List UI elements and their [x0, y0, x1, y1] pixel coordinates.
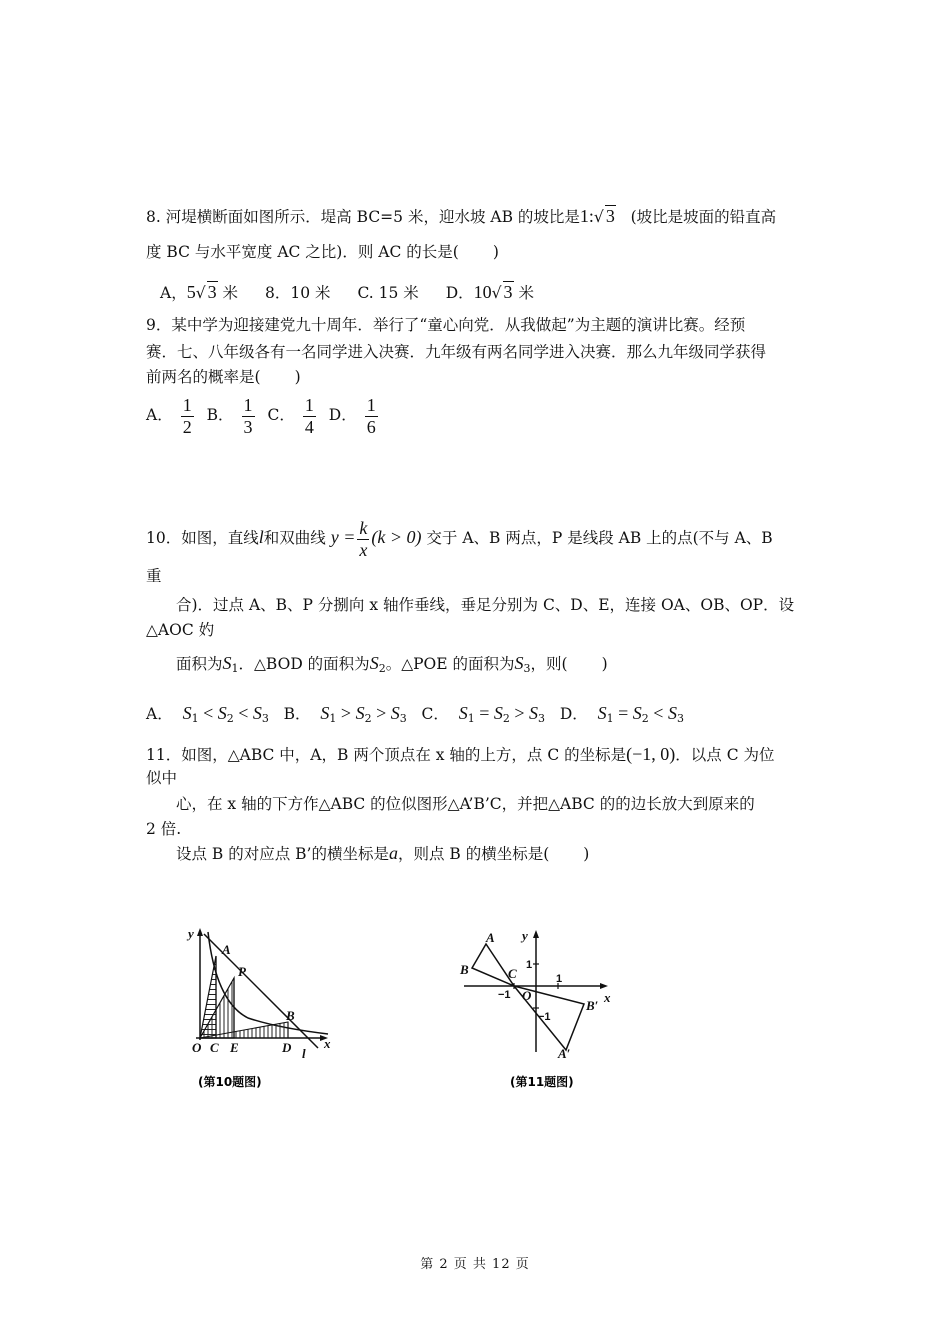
q11-line4: 2 倍. — [146, 820, 182, 838]
q11-line5 — [176, 842, 589, 865]
q10-sub: 2 — [641, 712, 649, 725]
q8-line1: 8. 河堤横断面如图所示．堤高 BC=5 米，迎水坡 AB 的坡比是1:√ 3 (坡比是坡面的铅直高 — [146, 206, 777, 226]
q10-close-paren: ) — [601, 655, 608, 673]
q10-s2-sub: 2 — [378, 662, 386, 675]
q10-sub: 3 — [261, 712, 269, 725]
q10-sub: 2 — [502, 712, 510, 725]
q10-opt-a-s: S — [217, 703, 227, 723]
q9-line2: 赛．七、八年级各有一名同学进入决赛．九年级有两名同学进入决赛．那么九年级同学获得 — [146, 343, 767, 361]
q10-opt-d-s: S — [667, 703, 677, 723]
q10-line-l: l — [258, 527, 264, 547]
fig11-label-one-x: 1 — [556, 973, 563, 985]
fig10-caption: (第10题图) — [198, 1075, 262, 1089]
q10-text-pre: 10．如图，直线 — [146, 529, 259, 547]
frac-num: 1 — [304, 394, 314, 415]
fig10-label-a: A — [222, 942, 231, 957]
q10-option-b-label: B． — [283, 705, 311, 723]
q10-line5-mid1: ．△BOD 的面积为 — [238, 655, 370, 673]
q9-options — [146, 392, 386, 438]
q8-option-d-coef: 10 — [473, 282, 492, 302]
fig11-label-b: B — [460, 962, 469, 977]
q10-line1 — [146, 514, 773, 561]
q9-option-b-fraction — [242, 395, 255, 438]
frac-den: 6 — [366, 416, 376, 437]
fig10-label-d: D — [282, 1040, 292, 1055]
q10-s1: S — [222, 653, 232, 673]
fig11-label-x: x — [604, 990, 611, 1005]
q10-s2: S — [369, 653, 379, 673]
q10-sub: 1 — [191, 712, 199, 725]
q10-opt-d-s: S — [597, 703, 607, 723]
q10-option-d-label: D． — [559, 705, 588, 723]
figure-11 — [456, 924, 636, 1094]
fig10-label-e: E — [230, 1040, 239, 1055]
q9-option-d-fraction — [365, 395, 378, 438]
q8-option-a-label: A， — [160, 284, 187, 302]
q10-opt-c-s: S — [458, 703, 468, 723]
q10-opt-b-s: S — [320, 703, 330, 723]
frac-num: 1 — [182, 394, 192, 415]
q8-ratio-root: 3 — [605, 206, 615, 226]
q10-option-c-label: C． — [421, 705, 449, 723]
q10-opt-b-s: S — [355, 703, 365, 723]
q8-option-a-coef: 5 — [186, 282, 196, 302]
q10-text-post: 交于 A、B 两点，P 是线段 AB 上的点(不与 A、B — [426, 529, 773, 547]
fig10-label-l: l — [302, 1046, 306, 1061]
q11-line1 — [146, 743, 774, 766]
frac-num: 1 — [243, 394, 253, 415]
q8-close-paren: ) — [492, 243, 499, 261]
q10-sub: 1 — [606, 712, 614, 725]
q10-k-over-x — [357, 518, 369, 561]
q10-y-equals: y = — [330, 527, 356, 547]
frac-num: 1 — [366, 394, 376, 415]
q11-text-pre: 11．如图，△ABC 中，A，B 两个顶点在 x 轴的上方，点 C 的坐标是 — [146, 746, 627, 764]
q10-condition: (k > 0) — [371, 527, 422, 547]
q8-ratio-one: 1 — [579, 206, 589, 226]
q10-sub: 1 — [329, 712, 337, 725]
q9-option-d-label: D． — [328, 406, 357, 424]
fig11-caption: (第11题图) — [510, 1075, 574, 1089]
q10-line2: 重 — [146, 567, 162, 585]
q8-ratio-colon: : — [588, 206, 594, 226]
q9-option-a-label: A． — [146, 406, 173, 424]
q10-op: = — [613, 703, 633, 723]
q9-option-b-label: B． — [206, 406, 234, 424]
fig10-triangle-poe — [200, 978, 234, 1038]
q10-op: > — [371, 703, 391, 723]
q10-opt-a-s: S — [252, 703, 262, 723]
q9-option-a-fraction — [181, 395, 194, 438]
fig11-label-y: y — [522, 928, 528, 943]
q10-op: > — [509, 703, 530, 723]
q10-sub: 2 — [226, 712, 234, 725]
q8-option-a-root: 3 — [207, 282, 217, 302]
fig11-label-b-prime: B′ — [586, 998, 599, 1013]
fig10-label-o: O — [192, 1040, 202, 1055]
fig11-label-neg1-y: −1 — [538, 1011, 551, 1023]
q11-var-a: a — [389, 843, 398, 863]
q10-op: < — [198, 703, 218, 723]
q8-option-c: C. 15 米 — [357, 284, 419, 302]
q11-line5-pre: 设点 B 的对应点 B’的横坐标是 — [176, 845, 389, 863]
q10-sub: 3 — [538, 712, 546, 725]
q9-line1: 9．某中学为迎接建党九十周年．举行了“童心向党．从我做起”为主题的演讲比赛。经预 — [146, 316, 746, 334]
fig10-label-c: C — [210, 1040, 219, 1055]
q11-close-paren: ) — [583, 845, 590, 863]
q10-line5-mid2: 。△POE 的面积为 — [385, 655, 515, 673]
figure-10 — [178, 922, 348, 1092]
q8-options: A，5√ 3 米 8．10 米 C. 15 米 D．10√ 3 米 — [160, 282, 534, 302]
q8-option-d-root: 3 — [503, 282, 513, 302]
q10-sub: 2 — [364, 712, 372, 725]
q9-option-c-label: C． — [267, 406, 295, 424]
frac-den: x — [359, 539, 368, 560]
q11-line2: 似中 — [146, 769, 178, 787]
q10-sub: 1 — [467, 712, 475, 725]
q10-s1-sub: 1 — [231, 662, 239, 675]
q11-text-post: ．以点 C 为位 — [675, 746, 775, 764]
fig11-label-one-y: 1 — [526, 959, 533, 971]
fig10-label-p: P — [238, 964, 246, 979]
q11-coordinate: (−1, 0) — [626, 744, 676, 764]
q10-opt-a-s: S — [182, 703, 192, 723]
fig11-label-o: O — [522, 988, 532, 1003]
q10-options — [146, 702, 684, 730]
q8-line2-text: 度 BC 与水平宽度 AC 之比)．则 AC 的长是( — [146, 243, 459, 261]
q11-line5-post: ，则点 B 的横坐标是( — [398, 845, 550, 863]
frac-num: k — [359, 517, 368, 538]
fig11-label-a-prime: A′ — [558, 1046, 571, 1061]
q8-text: 8. 河堤横断面如图所示．堤高 BC=5 米，迎水坡 AB 的坡比是 — [146, 208, 580, 226]
q8-option-d-label: D． — [445, 284, 474, 302]
q10-op: < — [648, 703, 668, 723]
frac-den: 3 — [243, 416, 253, 437]
frac-den: 2 — [182, 416, 192, 437]
q8-line2 — [146, 241, 499, 263]
fig10-label-x: x — [324, 1036, 331, 1051]
q10-text-mid: 和双曲线 — [263, 529, 326, 547]
q10-line5-post: ，则( — [530, 655, 568, 673]
q9-option-c-fraction — [303, 395, 316, 438]
fig10-label-y: y — [188, 926, 194, 941]
q8-option-b: 8．10 米 — [264, 284, 331, 302]
q9-line3 — [146, 366, 301, 388]
q10-line4: △AOC 妁 — [146, 621, 215, 639]
q10-line5-pre: 面积为 — [176, 655, 223, 673]
q8-option-a-unit: 米 — [222, 284, 239, 302]
q11-line3: 心，在 x 轴的下方作△ABC 的位似图形△A’B’C，并把△ABC 的的边长放大到原来的 — [176, 795, 755, 813]
fig10-label-b: B — [286, 1008, 295, 1023]
q10-sub: 3 — [399, 712, 407, 725]
q10-opt-d-s: S — [632, 703, 642, 723]
q8-text-post: (坡比是坡面的铅直高 — [630, 208, 777, 226]
q10-op: < — [233, 703, 253, 723]
fig11-y-arrow — [533, 930, 539, 938]
q10-line5 — [176, 652, 608, 680]
q10-op: = — [474, 703, 494, 723]
q10-sub: 3 — [676, 712, 684, 725]
q10-option-a-label: A． — [146, 705, 173, 723]
q9-close-paren: ) — [294, 368, 301, 386]
q10-line3: 合)．过点 A、B、P 分捌向 x 轴作垂线，垂足分别为 C、D、E，连接 OA、OB、OP．设 — [176, 596, 795, 614]
q10-opt-c-s: S — [529, 703, 539, 723]
q9-line3-text: 前两名的概率是( — [146, 368, 261, 386]
fig11-label-neg1-x: −1 — [498, 989, 511, 1001]
fig11-label-c: C — [508, 966, 517, 981]
fig10-y-arrow — [197, 928, 203, 936]
q10-s3-sub: 3 — [523, 662, 531, 675]
q10-op: > — [336, 703, 356, 723]
page-footer: 第 2 页 共 12 页 — [420, 1257, 530, 1272]
q10-s3: S — [514, 653, 524, 673]
q8-option-d-unit: 米 — [518, 284, 534, 302]
q10-opt-c-s: S — [493, 703, 503, 723]
fig11-x-arrow — [600, 983, 608, 989]
q10-opt-b-s: S — [390, 703, 400, 723]
frac-den: 4 — [304, 416, 314, 437]
fig11-label-a: A — [486, 930, 495, 945]
